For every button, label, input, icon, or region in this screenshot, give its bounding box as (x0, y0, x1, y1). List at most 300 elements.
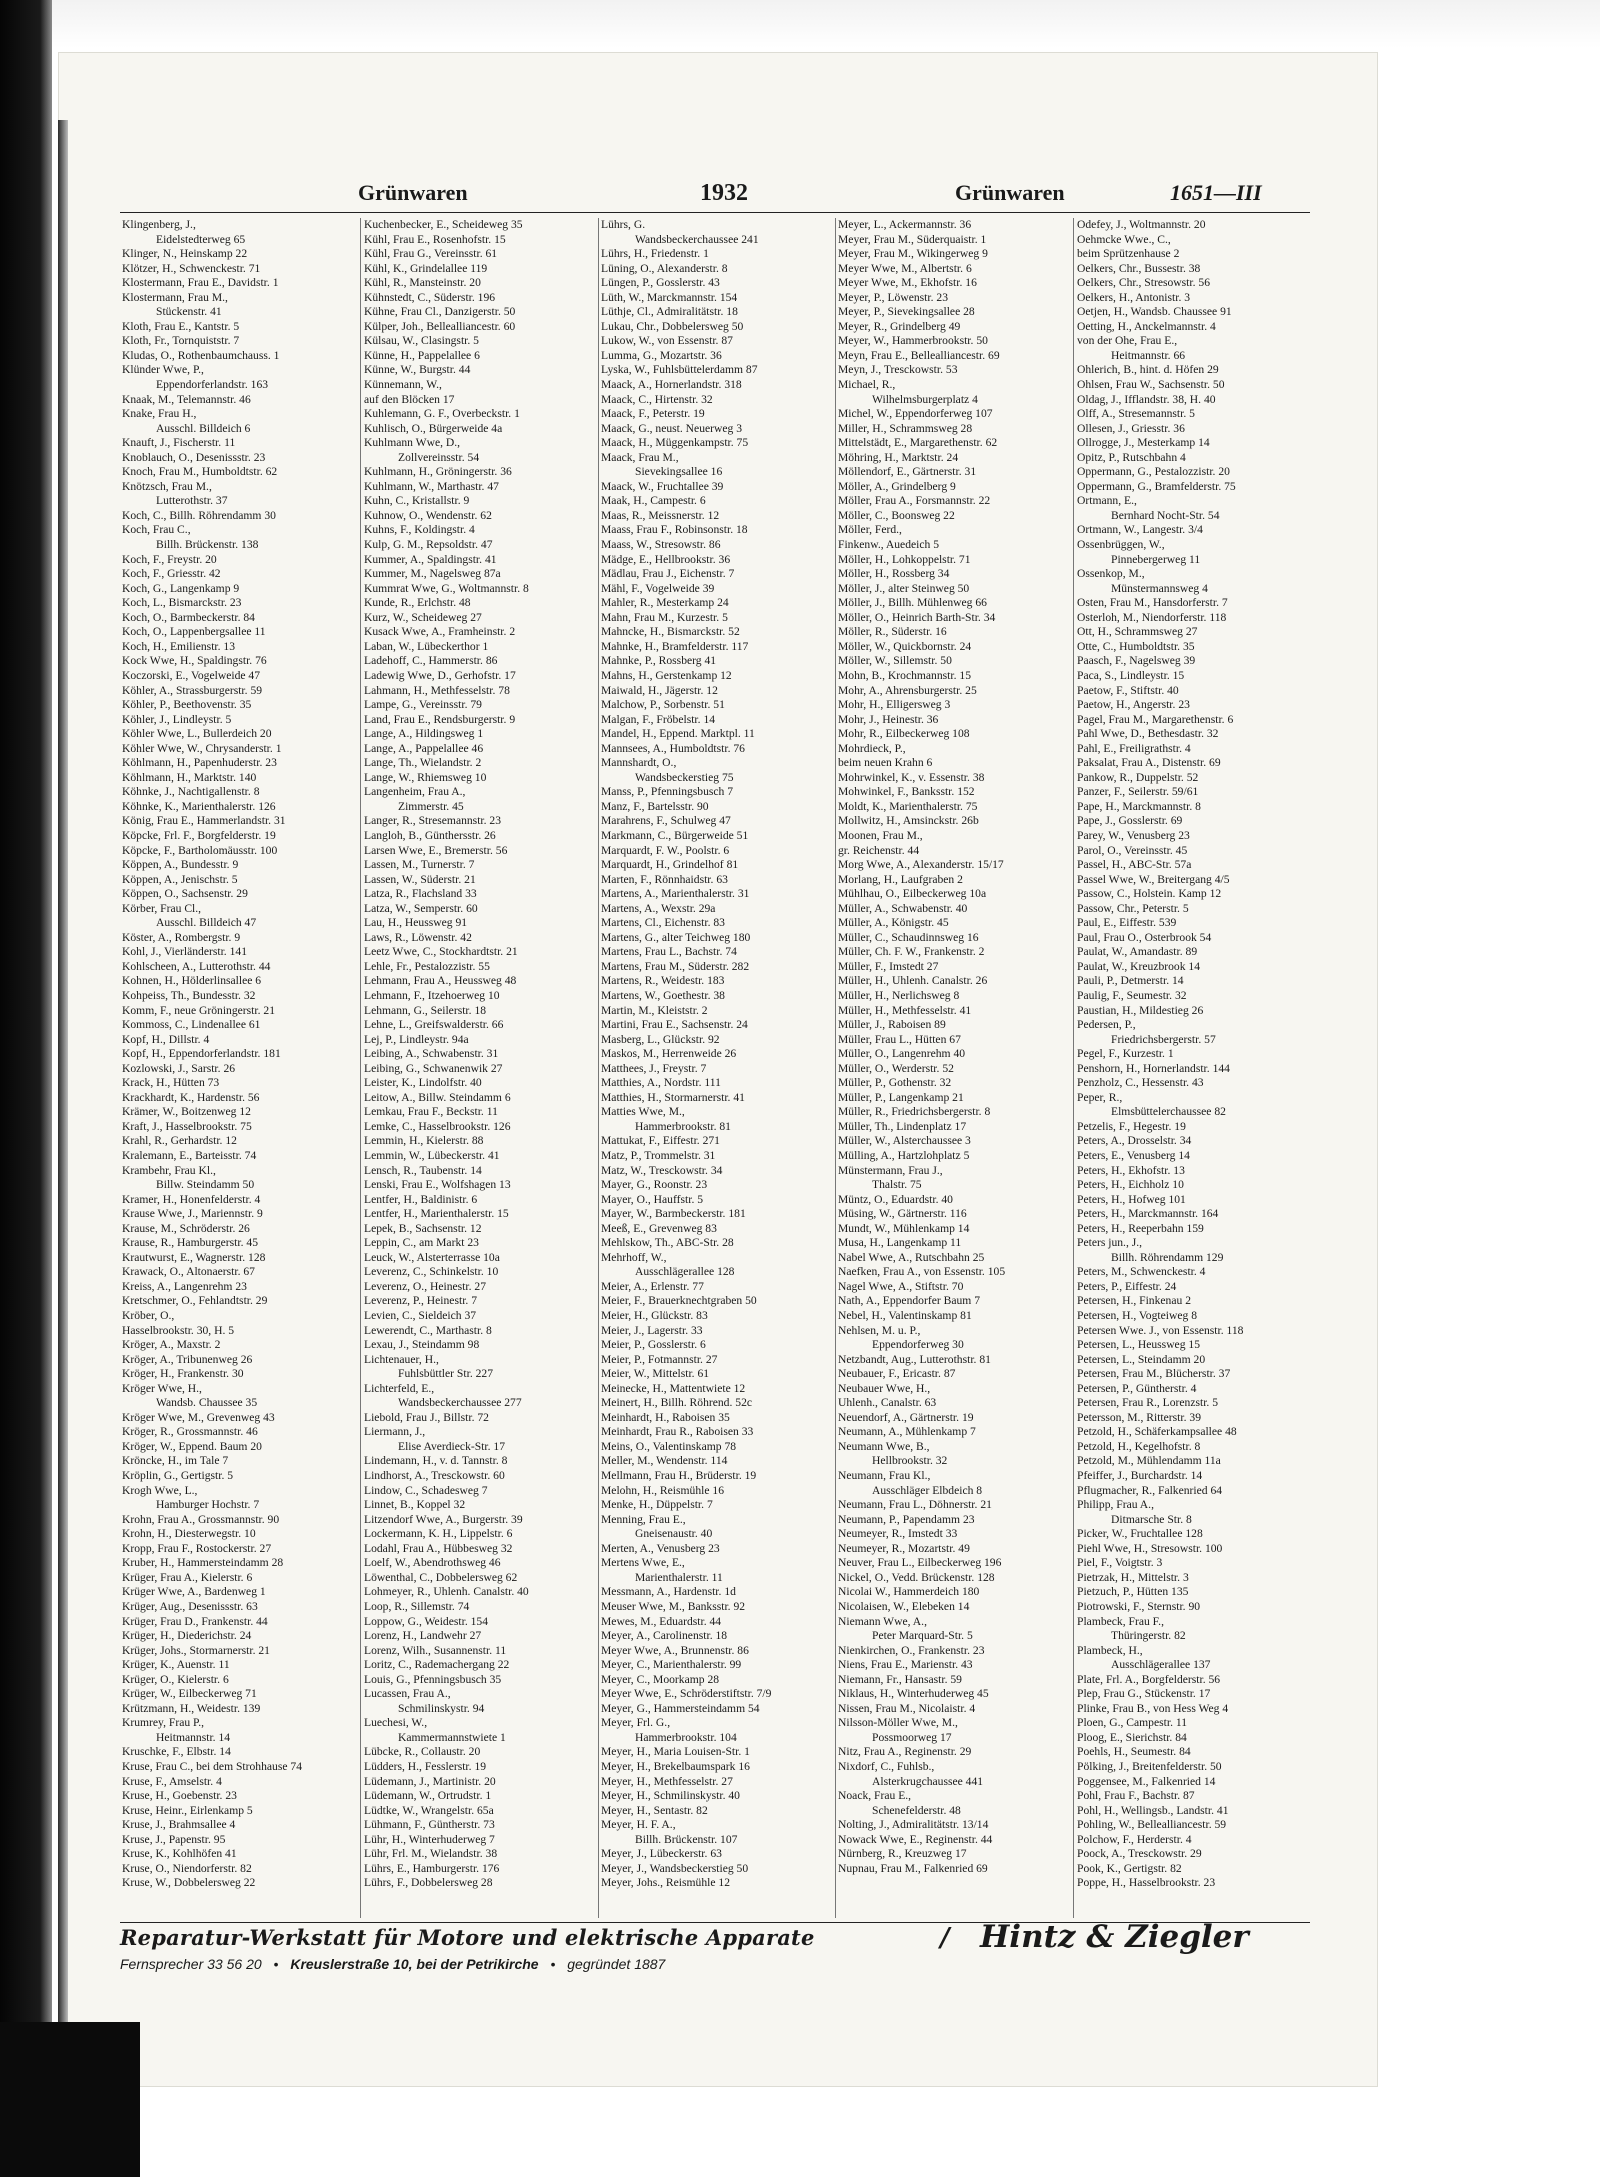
directory-entry: Lukow, W., von Essenstr. 87 (601, 334, 733, 348)
directory-entry: Koch, F., Freystr. 20 (122, 552, 217, 566)
directory-entry: Knötzsch, Frau M., (122, 479, 212, 493)
directory-entry: Liebold, Frau J., Billstr. 72 (364, 1410, 489, 1424)
directory-entry: Meier, F., Brauerknechtgraben 50 (601, 1294, 757, 1308)
directory-entry: Linnet, B., Koppel 32 (364, 1498, 466, 1512)
header-left-title: Grünwaren (358, 180, 468, 205)
directory-entry: Malchow, P., Sorbenstr. 51 (601, 698, 725, 712)
directory-entry: Köhler Wwe, L., Bullerdeich 20 (122, 727, 272, 741)
directory-entry: Marahrens, F., Schulweg 47 (601, 814, 731, 828)
directory-entry: Maack, W., Fruchtallee 39 (601, 479, 724, 493)
directory-entry: Petersen, H., Vogteiweg 8 (1077, 1309, 1198, 1323)
directory-entry: Paulat, W., Kreuzbrook 14 (1077, 959, 1201, 973)
directory-entry: Fuhlsbüttler Str. 227 (398, 1367, 494, 1381)
directory-entry: Lentfer, H., Baldinistr. 6 (364, 1192, 478, 1206)
directory-entry: Neumann, Frau L., Döhnerstr. 21 (838, 1498, 992, 1512)
directory-entry: Köhlmann, H., Marktstr. 140 (122, 770, 257, 784)
directory-entry: Kröger, R., Grossmannstr. 46 (122, 1425, 258, 1439)
directory-entry: Langloh, B., Günthersstr. 26 (364, 828, 496, 842)
directory-entry: Maas, R., Meissnerstr. 12 (601, 508, 720, 522)
directory-entry: Niemann, Fr., Hansastr. 59 (838, 1672, 962, 1686)
directory-entry: Martens, R., Weidestr. 183 (601, 974, 725, 988)
directory-entry: Kummrat Wwe, G., Woltmannstr. 8 (364, 581, 529, 595)
directory-entry: Klünder Wwe, P., (122, 363, 204, 377)
directory-entry: Lockermann, K. H., Lippelstr. 6 (364, 1527, 513, 1541)
directory-entry: Kozlowski, J., Sarstr. 26 (122, 1061, 236, 1075)
directory-entry: Matz, W., Tresckowstr. 34 (601, 1163, 723, 1177)
directory-entry: Lemke, C., Hasselbrookstr. 126 (364, 1119, 511, 1133)
directory-entry: Peters, A., Drosselstr. 34 (1077, 1134, 1192, 1148)
directory-entry: Neumeyer, R., Imstedt 33 (838, 1527, 958, 1541)
directory-entry: Klinger, N., Heinskamp 22 (122, 247, 248, 261)
directory-entry: Meier, J., Lagerstr. 33 (601, 1323, 703, 1337)
directory-entry: Elise Averdieck-Str. 17 (398, 1439, 506, 1453)
directory-entry: Meyer, J., Lübeckerstr. 63 (601, 1847, 722, 1861)
directory-entry: Lentfer, H., Marienthalerstr. 15 (364, 1207, 509, 1221)
directory-entry: Leitow, A., Billw. Steindamm 6 (364, 1090, 511, 1104)
directory-entry: Schenefelderstr. 48 (872, 1803, 961, 1817)
directory-entry: Billw. Steindamm 50 (156, 1178, 255, 1192)
directory-entry: Neubauer, F., Ericastr. 87 (838, 1367, 956, 1381)
directory-entry: Miller, H., Schrammsweg 28 (838, 421, 973, 435)
directory-entry: Oehmcke Wwe., C., (1077, 232, 1171, 246)
directory-entry: Kropp, Frau F., Rostockerstr. 27 (122, 1541, 272, 1555)
directory-entry: Müsing, W., Gärtnerstr. 116 (838, 1207, 967, 1221)
directory-entry: Möller, W., Sillemstr. 50 (838, 654, 952, 668)
directory-entry: Niens, Frau E., Marienstr. 43 (838, 1658, 973, 1672)
directory-entry: Ausschlägerallee 128 (635, 1265, 735, 1279)
directory-entry: Möller, J., alter Steinweg 50 (838, 581, 970, 595)
directory-entry: Nürnberg, R., Kreuzweg 17 (838, 1847, 967, 1861)
directory-entry: Kopf, H., Dillstr. 4 (122, 1032, 210, 1046)
directory-entry: Müller, W., Alsterchaussee 3 (838, 1134, 971, 1148)
directory-entry: Klingenberg, J., (122, 218, 196, 231)
directory-entry: Köhnke, K., Marienthalerstr. 126 (122, 799, 276, 813)
directory-entry: Stückenstr. 41 (156, 305, 222, 319)
directory-entry: Plinke, Frau B., von Hess Weg 4 (1077, 1701, 1229, 1715)
directory-entry: Wilhelmsburgerplatz 4 (872, 392, 978, 406)
phone: Fernsprecher 33 56 20 (120, 1956, 262, 1972)
directory-entry: Otte, C., Humboldtstr. 35 (1077, 639, 1195, 653)
directory-entry: Kammermannstwiete 1 (398, 1730, 506, 1744)
directory-entry: Meyer, Frau M., Süderquaistr. 1 (838, 232, 987, 246)
directory-entry: Messmann, A., Hardenstr. 1d (601, 1585, 736, 1599)
directory-entry: Langer, R., Stresemannstr. 23 (364, 814, 502, 828)
directory-entry: Naefken, Frau A., von Essenstr. 105 (838, 1265, 1006, 1279)
directory-entry: Kühl, Frau E., Rosenhofstr. 15 (364, 232, 506, 246)
directory-entry: Paul, E., Eiffestr. 539 (1077, 916, 1177, 930)
directory-entry: Kruse, J., Papenstr. 95 (122, 1832, 226, 1846)
directory-entry: Müller, A., Schwabenstr. 40 (838, 901, 968, 915)
directory-entry: Peters, H., Ekhofstr. 13 (1077, 1163, 1185, 1177)
directory-entry: Maass, W., Stresowstr. 86 (601, 538, 721, 552)
directory-entry: Melohn, H., Reismühle 16 (601, 1483, 725, 1497)
directory-entry: Lindhorst, A., Tresckowstr. 60 (364, 1469, 505, 1483)
directory-entry: Opitz, P., Rutschbahn 4 (1077, 450, 1186, 464)
directory-entry: Paetow, H., Angerstr. 23 (1077, 698, 1190, 712)
directory-entry: Martin, M., Kleiststr. 2 (601, 1003, 708, 1017)
directory-entry: Meyer, H., Sentastr. 82 (601, 1803, 708, 1817)
directory-entry: Müller, R., Friedrichsbergerstr. 8 (838, 1105, 991, 1119)
directory-entry: Ausschlägerallee 137 (1111, 1658, 1211, 1672)
directory-entry: Lübcke, R., Collaustr. 20 (364, 1745, 481, 1759)
directory-entry: Kröger, H., Frankenstr. 30 (122, 1367, 244, 1381)
directory-entry: Köster, A., Rombergstr. 9 (122, 930, 241, 944)
directory-entry: Ortmann, W., Langestr. 3/4 (1077, 523, 1203, 537)
directory-entry: Möller, O., Heinrich Barth-Str. 34 (838, 610, 996, 624)
directory-entry: Mädge, E., Hellbrookstr. 36 (601, 552, 731, 566)
directory-entry: Heitmannstr. 14 (156, 1730, 231, 1744)
directory-entry: Paetow, F., Stiftstr. 40 (1077, 683, 1179, 697)
directory-entry: Lodahl, Frau A., Hübbesweg 32 (364, 1541, 513, 1555)
directory-entry: Meyer, Johs., Reismühle 12 (601, 1876, 730, 1890)
directory-entry: Mohr, A., Ahrensburgerstr. 25 (838, 683, 977, 697)
directory-entry: Mayer, W., Barmbeckerstr. 181 (601, 1207, 746, 1221)
directory-entry: Pfeiffer, J., Burchardstr. 14 (1077, 1469, 1203, 1483)
directory-entry: Möllendorf, E., Gärtnerstr. 31 (838, 465, 977, 479)
directory-entry: Maack, H., Müggenkampstr. 75 (601, 436, 749, 450)
directory-entry: Kohlscheen, A., Lutterothstr. 44 (122, 959, 271, 973)
directory-entry: Petersen Wwe. J., von Essenstr. 118 (1077, 1323, 1244, 1337)
directory-entry: Nixdorf, C., Fuhlsb., (838, 1759, 935, 1773)
directory-entry: Mähl, F., Vogelweide 39 (601, 581, 715, 595)
directory-entry: Kröber, O., (122, 1309, 175, 1323)
directory-entry: Martens, A., Wexstr. 29a (601, 901, 716, 915)
directory-entry: Knoblauch, O., Desenissstr. 23 (122, 450, 266, 464)
directory-entry: Krogh Wwe, L., (122, 1483, 198, 1497)
directory-entry: Kohl, J., Vierländerstr. 141 (122, 945, 247, 959)
directory-entry: Meyer, Frau M., Wikingerweg 9 (838, 247, 988, 261)
directory-entry: Lüdemann, J., Martinistr. 20 (364, 1774, 496, 1788)
directory-entry: Passel, H., ABC-Str. 57a (1077, 858, 1192, 872)
directory-entry: Krause Wwe, J., Mariennstr. 9 (122, 1207, 263, 1221)
directory-entry: Meyer, P., Löwenstr. 23 (838, 290, 948, 304)
directory-entry: Neumann, P., Papendamm 23 (838, 1512, 975, 1526)
directory-entry: Mahnke, P., Rossberg 41 (601, 654, 717, 668)
directory-entry: Morlang, H., Laufgraben 2 (838, 872, 963, 886)
directory-entry: Kock Wwe, H., Spaldingstr. 76 (122, 654, 267, 668)
directory-entry: Lej, P., Lindleystr. 94a (364, 1032, 469, 1046)
directory-entry: Sievekingsallee 16 (635, 465, 723, 479)
directory-entry: Musa, H., Langenkamp 11 (838, 1236, 962, 1250)
directory-entry: Lüdemann, W., Ortrudstr. 1 (364, 1789, 492, 1803)
directory-entry: Martens, Cl., Eichenstr. 83 (601, 916, 725, 930)
directory-entry: Kühl, Frau G., Vereinsstr. 61 (364, 247, 498, 261)
directory-entry: Hammerbrookstr. 81 (635, 1119, 731, 1133)
directory-entry: Lassen, M., Turnerstr. 7 (364, 858, 475, 872)
directory-entry: Mahns, H., Gerstenkamp 12 (601, 668, 732, 682)
directory-entry: Müller, H., Nerlichsweg 8 (838, 988, 960, 1002)
directory-entry: Lührs, H., Friedenstr. 1 (601, 247, 709, 261)
directory-entry: Koch, L., Bismarckstr. 23 (122, 596, 242, 610)
directory-entry: Kruschke, F., Elbstr. 14 (122, 1745, 231, 1759)
footer-contact (120, 1956, 1020, 1978)
directory-entry: Mohn, B., Krochmannstr. 15 (838, 668, 971, 682)
directory-entry: Oetjen, H., Wandsb. Chaussee 91 (1077, 305, 1232, 319)
directory-entry: Martens, Frau M., Süderstr. 282 (601, 959, 750, 973)
directory-entry: Leverenz, O., Heinestr. 27 (364, 1279, 487, 1293)
directory-entry: Lehle, Fr., Pestalozzistr. 55 (364, 959, 490, 973)
directory-entry: Kloth, Frau E., Kantstr. 5 (122, 319, 240, 333)
directory-entry: Löwenthal, C., Dobbelersweg 62 (364, 1570, 518, 1584)
directory-entry: Köppen, A., Jenischstr. 5 (122, 872, 238, 886)
directory-entry: Leibing, A., Schwabenstr. 31 (364, 1047, 499, 1061)
directory-entry: Ausschl. Billdeich 47 (156, 916, 257, 930)
directory-entry: Kraft, J., Hasselbrookstr. 75 (122, 1119, 252, 1133)
directory-entry: Lehne, L., Greifswalderstr. 66 (364, 1018, 504, 1032)
page-binding-edge (58, 120, 68, 2080)
directory-entry: Peters, M., Schwenckestr. 4 (1077, 1265, 1206, 1279)
directory-entry: Meinecke, H., Mattentwiete 12 (601, 1381, 746, 1395)
directory-entry: Lewerendt, C., Marthastr. 8 (364, 1323, 492, 1337)
directory-entry: Leuck, W., Alsterterrasse 10a (364, 1250, 500, 1264)
directory-entry: Koch, H., Emilienstr. 13 (122, 639, 236, 653)
directory-entry: Köhlmann, H., Papenhuderstr. 23 (122, 756, 277, 770)
directory-entry: Lange, Th., Wielandstr. 2 (364, 756, 482, 770)
directory-entry: Petersen, Frau M., Blücherstr. 37 (1077, 1367, 1231, 1381)
directory-entry: Leppin, C., am Markt 23 (364, 1236, 479, 1250)
directory-entry: Lindow, C., Schadesweg 7 (364, 1483, 488, 1497)
directory-entry: Eidelstedterweg 65 (156, 232, 246, 246)
directory-entry: von der Ohe, Frau E., (1077, 334, 1178, 348)
directory-entry: Kurz, W., Scheideweg 27 (364, 610, 482, 624)
column-5 (1077, 218, 1313, 1918)
directory-entry: Larsen Wwe, E., Bremerstr. 56 (364, 843, 508, 857)
directory-entry: Meyer Wwe, E., Schröderstiftstr. 7/9 (601, 1687, 772, 1701)
directory-entry: Meeß, E., Grevenweg 83 (601, 1221, 717, 1235)
directory-entry: Mahncke, H., Bismarckstr. 52 (601, 625, 740, 639)
directory-entry: Martini, Frau E., Sachsenstr. 24 (601, 1018, 748, 1032)
directory-entry: Peters, H., Eichholz 10 (1077, 1178, 1184, 1192)
directory-entry: Paksalat, Frau A., Distenstr. 69 (1077, 756, 1221, 770)
directory-entry: Maack, Frau M., (601, 450, 679, 464)
directory-entry: Künne, H., Pappelallee 6 (364, 348, 480, 362)
directory-entry: Leister, K., Lindolfstr. 40 (364, 1076, 482, 1090)
directory-entry: Kühl, R., Mansteinstr. 20 (364, 276, 481, 290)
directory-entry: Lumma, G., Mozartstr. 36 (601, 348, 722, 362)
directory-entry: Ausschläger Elbdeich 8 (872, 1483, 983, 1497)
directory-entry: Loop, R., Sillemstr. 74 (364, 1599, 470, 1613)
directory-entry: Nitz, Frau A., Reginenstr. 29 (838, 1745, 972, 1759)
directory-entry: Alsterkrugchaussee 441 (872, 1774, 984, 1788)
directory-entry: Pankow, R., Duppelstr. 52 (1077, 770, 1199, 784)
directory-entry: Billh. Röhrendamm 129 (1111, 1250, 1224, 1264)
directory-entry: Ditmarsche Str. 8 (1111, 1512, 1192, 1526)
directory-entry: Laban, W., Lübeckerthor 1 (364, 639, 489, 653)
directory-entry: Müller, Ch. F. W., Frankenstr. 2 (838, 945, 985, 959)
directory-entry: Meyer, J., Wandsbeckerstieg 50 (601, 1861, 749, 1875)
directory-entry: Netzbandt, Aug., Lutterothstr. 81 (838, 1352, 991, 1366)
directory-entry: Petersson, M., Ritterstr. 39 (1077, 1410, 1201, 1424)
directory-entry: Klostermann, Frau M., (122, 290, 228, 304)
directory-entry: Lindemann, H., v. d. Tannstr. 8 (364, 1454, 508, 1468)
directory-entry: Köhler Wwe, W., Chrysanderstr. 1 (122, 741, 282, 755)
directory-entry: Ploog, E., Sierichstr. 84 (1077, 1730, 1187, 1744)
directory-entry: Ohlsen, Frau W., Sachsenstr. 50 (1077, 378, 1225, 392)
directory-entry: Hasselbrookstr. 30, H. 5 (122, 1323, 235, 1337)
directory-entry: Wandsb. Chaussee 35 (156, 1396, 258, 1410)
directory-entry: Münstermannsweg 4 (1111, 581, 1208, 595)
directory-entry: Nolting, J., Admiralitätstr. 13/14 (838, 1818, 989, 1832)
directory-entry: Krüger, W., Eilbeckerweg 71 (122, 1687, 257, 1701)
directory-entry: Müller, O., Langenrehm 40 (838, 1047, 966, 1061)
directory-entry: beim neuen Krahn 6 (838, 756, 933, 770)
directory-entry: Meyer, H., Schmilinskystr. 40 (601, 1789, 740, 1803)
directory-entry: Lemkau, Frau F., Beckstr. 11 (364, 1105, 498, 1119)
directory-entry: Ossenkop, M., (1077, 567, 1145, 581)
directory-entry: Möller, A., Grindelberg 9 (838, 479, 956, 493)
directory-entry: Mohr, R., Eilbeckerweg 108 (838, 727, 970, 741)
directory-entry: Paasch, F., Nagelsweg 39 (1077, 654, 1196, 668)
footer-advertisement (120, 1919, 1320, 1959)
directory-entry: Menning, Frau E., (601, 1512, 686, 1526)
directory-entry: Nebel, H., Valentinskamp 81 (838, 1309, 972, 1323)
directory-entry: Krüger, O., Kielerstr. 6 (122, 1672, 229, 1686)
directory-entry: Matthies, A., Nordstr. 111 (601, 1076, 721, 1090)
directory-entry: Mohwinkel, F., Banksstr. 152 (838, 785, 975, 799)
directory-entry: Krumrey, Frau P., (122, 1716, 205, 1730)
directory-entry: Kühnstedt, C., Süderstr. 196 (364, 290, 496, 304)
directory-entry: Lehmann, Frau A., Heussweg 48 (364, 974, 517, 988)
directory-entry: Krackhardt, K., Hardenstr. 56 (122, 1090, 260, 1104)
directory-entry: Kruse, F., Amselstr. 4 (122, 1774, 222, 1788)
directory-entry: Kommoss, C., Lindenallee 61 (122, 1018, 261, 1032)
directory-entry: Pölking, J., Breitenfelderstr. 50 (1077, 1759, 1222, 1773)
directory-entry: Möller, Frau A., Forsmannstr. 22 (838, 494, 991, 508)
directory-entry: Köhler, A., Strassburgerstr. 59 (122, 683, 263, 697)
directory-entry: Meyn, J., Tresckowstr. 53 (838, 363, 958, 377)
directory-entry: Wandsbeckerstieg 75 (635, 770, 734, 784)
scan-corner-bottom (0, 2022, 140, 2177)
directory-entry: Oppermann, G., Bramfelderstr. 75 (1077, 479, 1236, 493)
directory-entry: Nagel Wwe, A., Stiftstr. 70 (838, 1279, 964, 1293)
directory-entry: Meyer, C., Marienthalerstr. 99 (601, 1658, 742, 1672)
column-divider (598, 218, 599, 1918)
column-3 (601, 218, 833, 1918)
directory-entry: Mahnke, H., Bramfelderstr. 117 (601, 639, 749, 653)
directory-entry: Billh. Brückenstr. 107 (635, 1832, 738, 1846)
directory-entry: Kummer, M., Nagelsweg 87a (364, 567, 501, 581)
directory-entry: Pahl, E., Freiligrathstr. 4 (1077, 741, 1191, 755)
directory-entry: Mahn, Frau M., Kurzestr. 5 (601, 610, 728, 624)
ad-separator: / (940, 1923, 950, 1953)
directory-entry: Kröger, A., Tribunenweg 26 (122, 1352, 253, 1366)
directory-entry: Pedersen, P., (1077, 1018, 1136, 1032)
directory-entry: Finkenw., Auedeich 5 (838, 538, 939, 552)
directory-entry: Krüger, Johs., Stormarnerstr. 21 (122, 1643, 270, 1657)
directory-entry: Kreiss, A., Langenrehm 23 (122, 1279, 247, 1293)
directory-entry: Matz, P., Trommelstr. 31 (601, 1149, 716, 1162)
directory-entry: König, Frau E., Hammerlandstr. 31 (122, 814, 286, 828)
directory-entry: Pook, K., Gertigstr. 82 (1077, 1861, 1182, 1875)
directory-entry: Meyer, L., Ackermannstr. 36 (838, 218, 972, 231)
directory-entry: Loritz, C., Rademachergang 22 (364, 1658, 510, 1672)
directory-entry: Koch, O., Lappenbergsallee 11 (122, 625, 266, 639)
directory-entry: Pagel, Frau M., Margarethenstr. 6 (1077, 712, 1234, 726)
directory-entry: Müller, Th., Lindenplatz 17 (838, 1119, 967, 1133)
directory-entry: Bernhard Nocht-Str. 54 (1111, 508, 1220, 522)
directory-entry: Mehrhoff, W., (601, 1250, 667, 1264)
directory-entry: Meyer, R., Grindelberg 49 (838, 319, 961, 333)
directory-entry: Lepek, B., Sachsenstr. 12 (364, 1221, 482, 1235)
directory-entry: Lichterfeld, E., (364, 1381, 435, 1395)
directory-entry: Meuser Wwe, M., Banksstr. 92 (601, 1599, 746, 1613)
directory-entry: Kröger Wwe, H., (122, 1381, 202, 1395)
directory-entry: Niemann Wwe, A., (838, 1614, 927, 1628)
directory-entry: Leverenz, C., Schinkelstr. 10 (364, 1265, 499, 1279)
directory-entry: Neuendorf, A., Gärtnerstr. 19 (838, 1410, 974, 1424)
directory-entry: Krack, H., Hütten 73 (122, 1076, 220, 1090)
directory-entry: Mellmann, Frau H., Brüderstr. 19 (601, 1469, 757, 1483)
directory-entry: Pietrzak, H., Mittelstr. 3 (1077, 1570, 1189, 1584)
directory-entry: Mannshardt, O., (601, 756, 677, 770)
directory-entry: Mohrwinkel, K., v. Essenstr. 38 (838, 770, 985, 784)
directory-entry: Pauli, P., Detmerstr. 14 (1077, 974, 1184, 988)
directory-entry: Mandel, H., Eppend. Marktpl. 11 (601, 727, 755, 741)
directory-entry: Krause, R., Hamburgerstr. 45 (122, 1236, 258, 1250)
directory-entry: Kruse, K., Kohlhöfen 41 (122, 1847, 237, 1861)
directory-entry: Oelkers, Chr., Stresowstr. 56 (1077, 276, 1210, 290)
directory-entry: Meyer Wwe, M., Ekhofstr. 16 (838, 276, 977, 290)
directory-entry: Meins, O., Valentinskamp 78 (601, 1439, 737, 1453)
column-4 (838, 218, 1070, 1918)
directory-entry: Neubauer Wwe, H., (838, 1381, 931, 1395)
directory-entry: Parol, O., Vereinsstr. 45 (1077, 843, 1188, 857)
directory-entry: Meyer Wwe, M., Albertstr. 6 (838, 261, 972, 275)
directory-entry: Peters, H., Reeperbahn 159 (1077, 1221, 1204, 1235)
directory-entry: Meyer, G., Hammersteindamm 54 (601, 1701, 760, 1715)
directory-entry: Meyer, H., Brekelbaumspark 16 (601, 1759, 750, 1773)
directory-entry: Meinhardt, H., Raboisen 35 (601, 1410, 730, 1424)
directory-entry: Lensch, R., Taubenstr. 14 (364, 1163, 482, 1177)
directory-entry: Pflugmacher, R., Falkenried 64 (1077, 1483, 1223, 1497)
column-divider (835, 218, 836, 1918)
directory-entry: Müller, F., Imstedt 27 (838, 959, 939, 973)
directory-entry: Langenheim, Frau A., (364, 785, 466, 799)
directory-entry: Michel, W., Eppendorferweg 107 (838, 407, 993, 421)
directory-entry: Moldt, K., Marienthalerstr. 75 (838, 799, 978, 813)
directory-entry: Peters, E., Venusberg 14 (1077, 1149, 1190, 1162)
directory-entry: Lüdders, H., Fesslerstr. 19 (364, 1759, 487, 1773)
directory-entry: Poehls, H., Seumestr. 84 (1077, 1745, 1191, 1759)
directory-entry: Mertens Wwe, E., (601, 1556, 685, 1570)
directory-entry: Lüthje, Cl., Admiralitätstr. 18 (601, 305, 738, 319)
directory-entry: Müller, P., Gothenstr. 32 (838, 1076, 952, 1090)
directory-entry: Parey, W., Venusberg 23 (1077, 828, 1190, 842)
directory-entry: Lange, A., Pappelallee 46 (364, 741, 484, 755)
directory-entry: Loppow, G., Weidestr. 154 (364, 1614, 489, 1628)
directory-entry: Elmsbüttelerchaussee 82 (1111, 1105, 1226, 1119)
directory-entry: Ollrogge, J., Mesterkamp 14 (1077, 436, 1210, 450)
directory-entry: Koch, C., Billh. Röhrendamm 30 (122, 508, 276, 522)
directory-entry: Lühr, H., Winterhuderweg 7 (364, 1832, 495, 1846)
directory-entry: Kloth, Fr., Tornquiststr. 7 (122, 334, 240, 348)
directory-entry: Komm, F., neue Gröningerstr. 21 (122, 1003, 275, 1017)
directory-entry: Knauft, J., Fischerstr. 11 (122, 436, 236, 450)
directory-entry: Lyska, W., Fuhlsbüttelerdamm 87 (601, 363, 758, 377)
directory-entry: Koch, G., Langenkamp 9 (122, 581, 240, 595)
directory-entry: Lexau, J., Steindamm 98 (364, 1338, 480, 1352)
directory-entry: Köhler, P., Beethovenstr. 35 (122, 698, 252, 712)
directory-entry: Müntz, O., Eduardstr. 40 (838, 1192, 953, 1206)
directory-entry: Mohrdieck, P., (838, 741, 906, 755)
directory-entry: Matthies, H., Stormarnerstr. 41 (601, 1090, 745, 1104)
directory-entry: Osten, Frau M., Hansdorferstr. 7 (1077, 596, 1228, 610)
directory-entry: Meyer, Frl. G., (601, 1716, 671, 1730)
directory-entry: Kühne, Frau Cl., Danzigerstr. 50 (364, 305, 516, 319)
directory-entry: Kulp, G. M., Repsoldstr. 47 (364, 538, 493, 552)
directory-entry: Krüger, Frau D., Frankenstr. 44 (122, 1614, 268, 1628)
directory-entry: Nickel, O., Vedd. Brückenstr. 128 (838, 1570, 995, 1584)
